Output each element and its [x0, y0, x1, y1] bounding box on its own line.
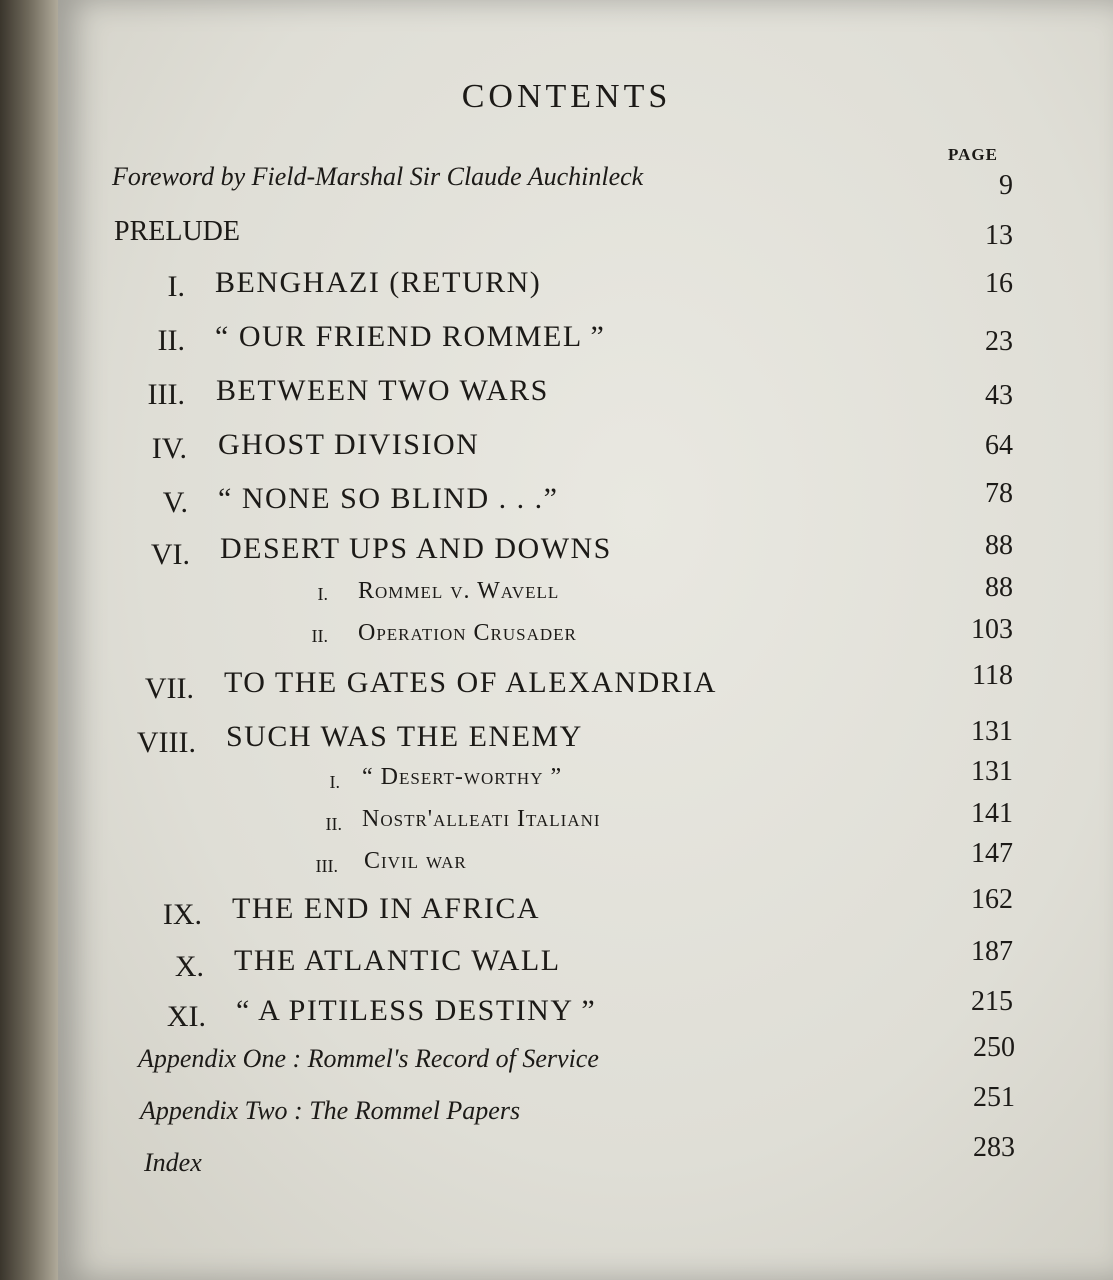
toc-page-number: 141 [971, 798, 1013, 829]
toc-entry-chapter-5 [0, 478, 1113, 522]
contents-heading: CONTENTS [461, 78, 672, 115]
toc-entry-chapter-10 [0, 936, 1113, 988]
toc-title: Appendix Two : The Rommel Papers [140, 1096, 521, 1125]
toc-page-number: 23 [985, 326, 1013, 357]
toc-page-number: 215 [971, 986, 1013, 1017]
toc-title: THE ATLANTIC WALL [234, 944, 561, 977]
toc-section-number: III. [315, 856, 338, 876]
toc-chapter-number: XI. [166, 1000, 206, 1033]
toc-entry-chapter-11 [0, 986, 1113, 1038]
toc-title: Appendix One : Rommel's Record of Service [138, 1044, 599, 1073]
toc-title: PRELUDE [114, 216, 240, 247]
toc-entry-prelude [0, 216, 1113, 256]
toc-section-number: II. [325, 814, 342, 834]
toc-title: BENGHAZI (RETURN) [215, 266, 542, 299]
toc-page-number: 43 [985, 380, 1013, 411]
toc-chapter-number: III. [147, 378, 185, 411]
toc-title: “ NONE SO BLIND . . .” [218, 482, 559, 515]
toc-page-number: 118 [972, 660, 1013, 691]
toc-page-number: 88 [985, 572, 1013, 603]
toc-entry-index [0, 1132, 1113, 1188]
toc-page-number: 251 [973, 1082, 1015, 1113]
toc-page-number: 147 [971, 838, 1013, 869]
toc-title: Civil war [364, 848, 467, 874]
toc-chapter-number: VII. [144, 672, 194, 705]
toc-section-number: I. [329, 772, 340, 792]
toc-entry-chapter-4 [0, 428, 1113, 468]
toc-page-number: 131 [971, 756, 1013, 787]
toc-entry-section [0, 756, 1113, 804]
toc-entry-section [0, 838, 1113, 888]
toc-title: SUCH WAS THE ENEMY [226, 720, 583, 753]
toc-page-number: 88 [985, 530, 1013, 561]
toc-entry-appendix-one [0, 1032, 1113, 1084]
toc-section-number: II. [311, 626, 328, 646]
toc-page-number: 131 [971, 716, 1013, 747]
toc-entry-appendix-two [0, 1082, 1113, 1136]
toc-title: Index [144, 1148, 202, 1177]
toc-page-number: 78 [985, 478, 1013, 509]
toc-page-number: 64 [985, 430, 1013, 461]
toc-chapter-number: II. [157, 324, 185, 357]
toc-entry-chapter-9 [0, 884, 1113, 934]
toc-page-number: 283 [973, 1132, 1015, 1163]
toc-entry-section [0, 798, 1113, 846]
toc-title: Rommel v. Wavell [358, 578, 560, 604]
toc-chapter-number: IV. [151, 432, 187, 465]
toc-chapter-number: VI. [150, 538, 190, 571]
page-column-label: PAGE [948, 145, 998, 164]
toc-page-number: 9 [999, 170, 1013, 201]
toc-page-number: 13 [985, 220, 1013, 251]
toc-title: BETWEEN TWO WARS [216, 374, 549, 407]
toc-page-number: 162 [971, 884, 1013, 915]
toc-title: TO THE GATES OF ALEXANDRIA [224, 666, 717, 699]
toc-title: Nostr'alleati Italiani [362, 806, 601, 832]
toc-chapter-number: I. [167, 270, 185, 303]
toc-title: “ OUR FRIEND ROMMEL ” [215, 320, 606, 353]
toc-title: Foreword by Field-Marshal Sir Claude Auchinleck [112, 162, 644, 191]
toc-title: “ A PITILESS DESTINY ” [236, 994, 597, 1027]
toc-title: THE END IN AFRICA [232, 892, 540, 925]
toc-title: GHOST DIVISION [218, 428, 480, 461]
toc-chapter-number: V. [162, 486, 188, 519]
toc-title: Operation Crusader [358, 620, 577, 646]
toc-page-number: 16 [985, 268, 1013, 299]
toc-entry-chapter-1 [0, 266, 1113, 306]
toc-entry-chapter-3 [0, 374, 1113, 414]
toc-entry-chapter-7 [0, 660, 1113, 708]
toc-entry-chapter-6 [0, 530, 1113, 576]
toc-entry-foreword [0, 162, 1113, 202]
toc-page-number: 187 [971, 936, 1013, 967]
toc-chapter-number: IX. [162, 898, 202, 931]
toc-title: DESERT UPS AND DOWNS [220, 532, 612, 565]
toc-section-number: I. [317, 584, 328, 604]
toc-page-number: 103 [971, 614, 1013, 645]
toc-entry-chapter-2 [0, 320, 1113, 360]
toc-entry-section [0, 614, 1113, 660]
toc-chapter-number: VIII. [136, 726, 196, 759]
toc-entry-section [0, 572, 1113, 618]
toc-title: “ Desert-worthy ” [362, 764, 563, 790]
toc-chapter-number: X. [174, 950, 204, 983]
toc-page-number: 250 [973, 1032, 1015, 1063]
toc-entry-chapter-8 [0, 716, 1113, 762]
